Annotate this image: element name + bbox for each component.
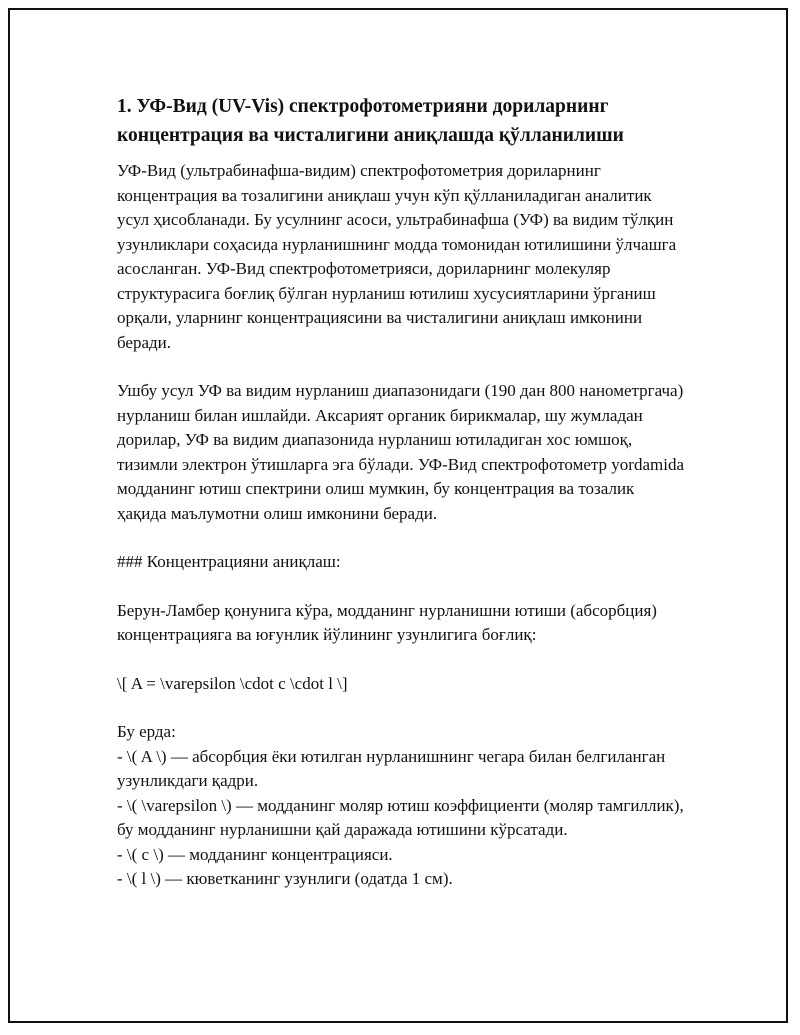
section-heading: 1. УФ-Вид (UV-Vis) спектрофотометрияни дориларнинг концентрация ва чисталигини аниқлашда қўлланилиши [117,96,624,146]
document-body [117,92,687,892]
formula-line: \[ A = \varepsilon \cdot c \cdot l \] [117,673,348,693]
where-label: Бу ерда: [117,722,176,741]
method-paragraph: Ушбу усул УФ ва видим нурланиш диапазонидаги (190 дан 800 нанометргача) нурланиш билан ишлайди. Аксарият органик бирикмалар, шу жумладан дорилар, УФ ва видим диапазонида нурланиш ютиладиган хос юмшоқ, тизимли электрон ўтишларга эга бўлади. УФ-Вид спектрофотометр yordamida модданинг ютиш спектрини олиш мумкин, бу концентрация ва тозалик ҳақида маълумотни олиш имконини беради. [117,381,684,523]
intro-paragraph: УФ-Вид (ультрабинафша-видим) спектрофотометрия дориларнинг концентрация ва тозалигини аниқлаш учун кўп қўлланиладиган аналитик усул ҳисобланади. Бу усулнинг асоси, ультрабинафша (УФ) ва видим тўлқин узунликлари соҳасида нурланишнинг модда томонидан ютилишини ўлчашга асосланган. УФ-Вид спектрофотометрияси, дориларнинг молекуляр структурасига боғлиқ бўлган нурланиш ютилиш хусусиятларини ўрганиш орқали, уларнинг концентрациясини ва чисталигини аниқлаш имконини беради. [117,161,677,352]
beer-lambert-paragraph: Берун-Ламбер қонунига кўра, модданинг нурланишни ютиши (абсорбция) концентрацияга ва юғунлик йўлининг узунлигига боғлиқ: [117,600,657,644]
list-item: - \( A \) — абсорбция ёки ютилган нурланишнинг чегара билан белгиланган узунликдаги қадри. [117,746,666,790]
list-item: - \( c \) — модданинг концентрацияси. [117,844,393,864]
list-item: - \( l \) — кюветканинг узунлиги (одатда 1 см). [117,869,453,888]
list-item: - \( \varepsilon \) — модданинг моляр ютиш коэффициенти (моляр тамгиллик), бу модданинг нурланишни қай даражада ютишини кўрсатади. [117,795,684,839]
concentration-subheading: ### Концентрацияни аниқлаш: [117,552,341,571]
